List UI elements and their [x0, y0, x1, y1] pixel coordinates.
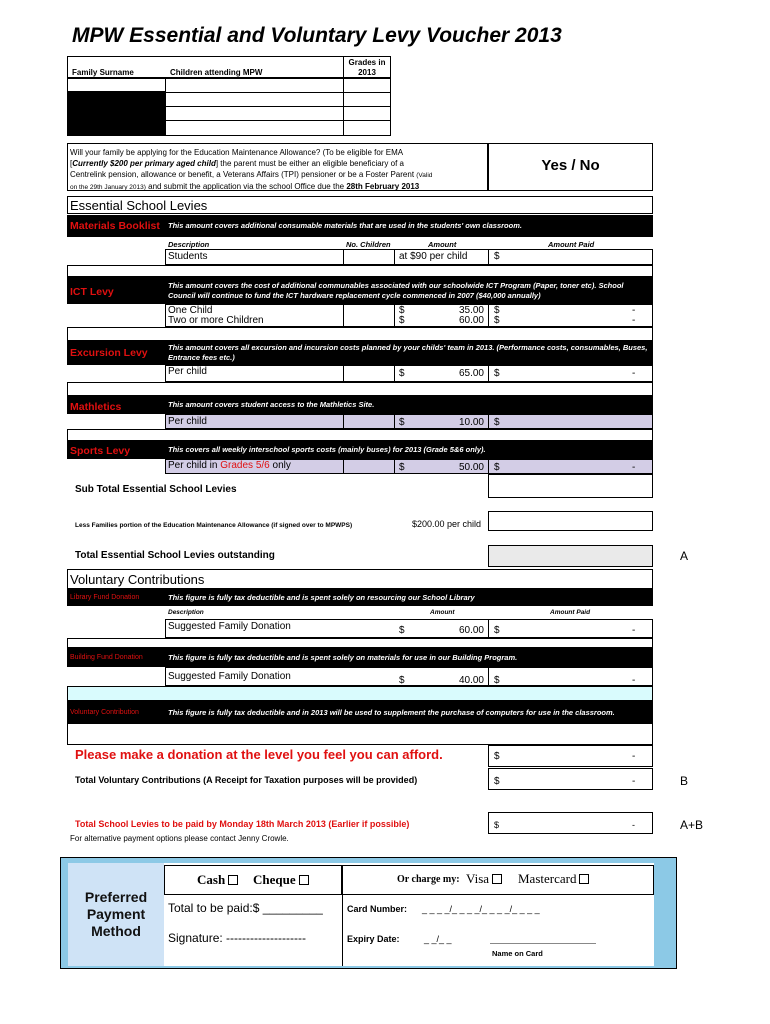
total-voluntary-label: Total Voluntary Contributions (A Receipt for Taxation purposes will be provided) [75, 775, 418, 785]
col-amount: Amount [428, 240, 457, 249]
mathletics-label: Mathletics [70, 401, 122, 413]
sports-amount-paid[interactable] [488, 459, 653, 474]
essential-heading: Essential School Levies [70, 198, 208, 213]
grand-total-letter: A+B [680, 818, 704, 832]
excursion-note: This amount covers all excursion and incursion costs planned by your childs' team in 2013. (Performance costs, consumables, Buses, Entrance fees etc.) [168, 343, 648, 362]
spacer-row [67, 723, 653, 745]
children-header: Children attending MPW [170, 68, 263, 77]
mathletics-note: This amount covers student access to the Mathletics Site. [168, 400, 375, 409]
donation-amount-field[interactable] [488, 745, 653, 767]
col-amount-paid: Amount Paid [548, 240, 595, 249]
visa-option[interactable]: Visa [466, 871, 502, 887]
cash-checkbox[interactable] [228, 875, 238, 885]
library-desc: Suggested Family Donation [168, 621, 291, 632]
library-paid-dash: - [632, 625, 636, 636]
less-ema-field[interactable] [488, 511, 653, 531]
building-paid-dash: - [632, 675, 636, 686]
library-sym: $ [399, 625, 405, 636]
yes-no-option[interactable]: Yes / No [541, 157, 600, 174]
materials-label: Materials Booklist [70, 220, 160, 232]
mastercard-option[interactable]: Mastercard [518, 871, 589, 887]
grand-total-field[interactable] [488, 812, 653, 834]
building-sym: $ [399, 675, 405, 686]
materials-amount: at $90 per child [399, 251, 468, 262]
mathletics-paid-sym: $ [494, 417, 500, 428]
donation-dash: - [632, 751, 636, 762]
expiry-label: Expiry Date: [347, 934, 400, 944]
card-number-label: Card Number: [347, 904, 408, 914]
library-paid-sym: $ [494, 625, 500, 636]
building-amount: 40.00 [458, 675, 484, 686]
total-voluntary-letter: B [680, 774, 689, 788]
ema-question: Will your family be applying for the Education Maintenance Allowance? (To be eligible for EMA [Currently $200 per primary aged child] the parent must be either an eligible beneficiary of a Centrelink pension, allowance or benefit, a Veterans Affairs (TPI) pensioner or be a Foster Parent (Valid on the 29th January 2013) and submit the application via the school Office due the 28th February 2013 [70, 148, 433, 191]
building-amount-paid[interactable] [488, 667, 653, 686]
mathletics-desc: Per child [168, 416, 207, 427]
grand-total-dash: - [632, 820, 635, 830]
computer-note: This figure is fully tax deductible and in 2013 will be used to supplement the purchase of computers for use in the classroom. [168, 708, 615, 717]
ict-label: ICT Levy [70, 286, 114, 298]
library-amount: 60.00 [458, 625, 484, 636]
alternative-payment-note: For alternative payment options please contact Jenny Crowle. [70, 834, 289, 843]
excursion-paid-dash: - [632, 368, 636, 379]
mastercard-checkbox[interactable] [579, 874, 589, 884]
vol-col-amount: Amount [430, 609, 455, 616]
spacer-row [67, 265, 653, 277]
building-desc: Suggested Family Donation [168, 671, 291, 682]
spacer-row [67, 382, 653, 396]
grades-fields[interactable] [343, 78, 391, 136]
col-description: Description [168, 240, 210, 249]
surname-blackout [67, 92, 166, 136]
donation-sym: $ [494, 751, 500, 762]
mathletics-amount: 10.00 [458, 417, 484, 428]
materials-desc: Students [168, 251, 208, 262]
name-on-card-line[interactable] [490, 943, 596, 944]
ict-amount-paid[interactable] [488, 304, 653, 327]
total-voluntary-dash: - [632, 776, 636, 787]
family-surname-header: Family Surname [72, 68, 134, 77]
mathletics-no-children[interactable] [343, 414, 395, 429]
ict-paid-dash: - - [632, 305, 636, 326]
sports-no-children[interactable] [343, 459, 395, 474]
name-on-card-label: Name on Card [492, 949, 543, 958]
sports-paid-sym: $ [494, 462, 500, 473]
excursion-sym: $ [399, 368, 405, 379]
building-label: Building Fund Donation [70, 654, 143, 661]
cash-option[interactable]: Cash [197, 872, 238, 888]
spacer-row [67, 327, 653, 341]
subtotal-field[interactable] [488, 474, 653, 498]
ict-note: This amount covers the cost of additional communables associated with our schoolwide ICT Program (Paper, toner etc). School Council will continue to fund the ICT hardware replacement cycle commenced in 2007 ($40,000 annually) [168, 281, 624, 300]
vol-col-amount-paid: Amount Paid [550, 609, 591, 616]
or-charge-label: Or charge my: [397, 874, 460, 885]
children-fields[interactable] [165, 78, 344, 136]
building-paid-sym: $ [494, 675, 500, 686]
grades-header: Grades in 2013 [348, 58, 386, 77]
signature-field[interactable]: Signature: -------------------- [168, 931, 306, 945]
less-ema-label: Less Families portion of the Education Maintenance Allowance (if signed over to MPWPS) [75, 522, 353, 529]
computer-label: Voluntary Contribution [70, 709, 139, 716]
less-ema-amount: $200.00 per child [412, 519, 482, 529]
ict-paid-sym: $ $ [494, 305, 500, 326]
sports-label: Sports Levy [70, 445, 131, 457]
payment-divider [342, 895, 343, 966]
total-voluntary-sym: $ [494, 776, 500, 787]
building-note: This figure is fully tax deductible and is spent solely on materials for use in our Building Program. [168, 653, 518, 662]
card-number-field[interactable]: _ _ _ _/_ _ _ _/_ _ _ _/_ _ _ _ [422, 904, 540, 914]
total-to-pay-field[interactable]: Total to be paid:$ _________ [168, 901, 323, 915]
materials-paid-sym: $ [494, 251, 500, 262]
sports-desc: Per child in Grades 5/6 only [168, 460, 291, 471]
cheque-option[interactable]: Cheque [253, 872, 309, 888]
total-voluntary-field[interactable] [488, 768, 653, 790]
excursion-no-children[interactable] [343, 365, 395, 382]
grand-total-sym: $ [494, 820, 500, 830]
total-essential-field[interactable] [488, 545, 653, 567]
materials-amount-paid[interactable] [488, 249, 653, 265]
voluntary-heading: Voluntary Contributions [70, 572, 205, 587]
ict-no-children[interactable] [343, 304, 395, 327]
col-no-children: No. Children [346, 240, 391, 249]
sports-paid-dash: - [632, 462, 636, 473]
expiry-field[interactable]: _ _/_ _ [424, 934, 452, 944]
payment-heading: Preferred Payment Method [84, 889, 148, 939]
cyan-spacer-row [67, 686, 653, 701]
sports-amount: 50.00 [458, 462, 484, 473]
excursion-paid-sym: $ [494, 368, 500, 379]
family-surname-field[interactable] [67, 78, 166, 92]
spacer-row [67, 429, 653, 441]
materials-no-children[interactable] [343, 249, 395, 265]
total-essential-label: Total Essential School Levies outstanding [75, 550, 275, 561]
materials-note: This amount covers additional consumable materials that are used in the students' own classroom. [168, 221, 522, 230]
total-essential-letter: A [680, 549, 689, 563]
donation-prompt: Please make a donation at the level you feel you can afford. [75, 747, 443, 762]
sports-note: This covers all weekly interschool sports costs (mainly buses) for 2013 (Grade 5&6 only). [168, 445, 486, 454]
library-label: Library Fund Donation [70, 594, 140, 601]
visa-checkbox[interactable] [492, 874, 502, 884]
subtotal-label: Sub Total Essential School Levies [75, 484, 237, 495]
spacer-row [67, 638, 653, 648]
library-amount-paid[interactable] [488, 619, 653, 638]
ict-amounts: 35.00 60.00 [458, 305, 484, 326]
excursion-desc: Per child [168, 366, 207, 377]
cheque-checkbox[interactable] [299, 875, 309, 885]
mathletics-sym: $ [399, 417, 405, 428]
excursion-label: Excursion Levy [70, 347, 148, 359]
ict-sym: $ $ [399, 305, 405, 326]
sports-sym: $ [399, 462, 405, 473]
grand-total-label: Total School Levies to be paid by Monday 18th March 2013 (Earlier if possible) [75, 819, 410, 829]
library-note: This figure is fully tax deductible and is spent solely on resourcing our School Library [168, 593, 475, 602]
ict-desc: One Child Two or more Children [168, 305, 264, 326]
excursion-amount: 65.00 [458, 368, 484, 379]
page-title: MPW Essential and Voluntary Levy Voucher 2013 [72, 24, 562, 47]
mathletics-amount-paid[interactable] [488, 414, 653, 429]
vol-col-description: Description [168, 609, 204, 616]
excursion-amount-paid[interactable] [488, 365, 653, 382]
